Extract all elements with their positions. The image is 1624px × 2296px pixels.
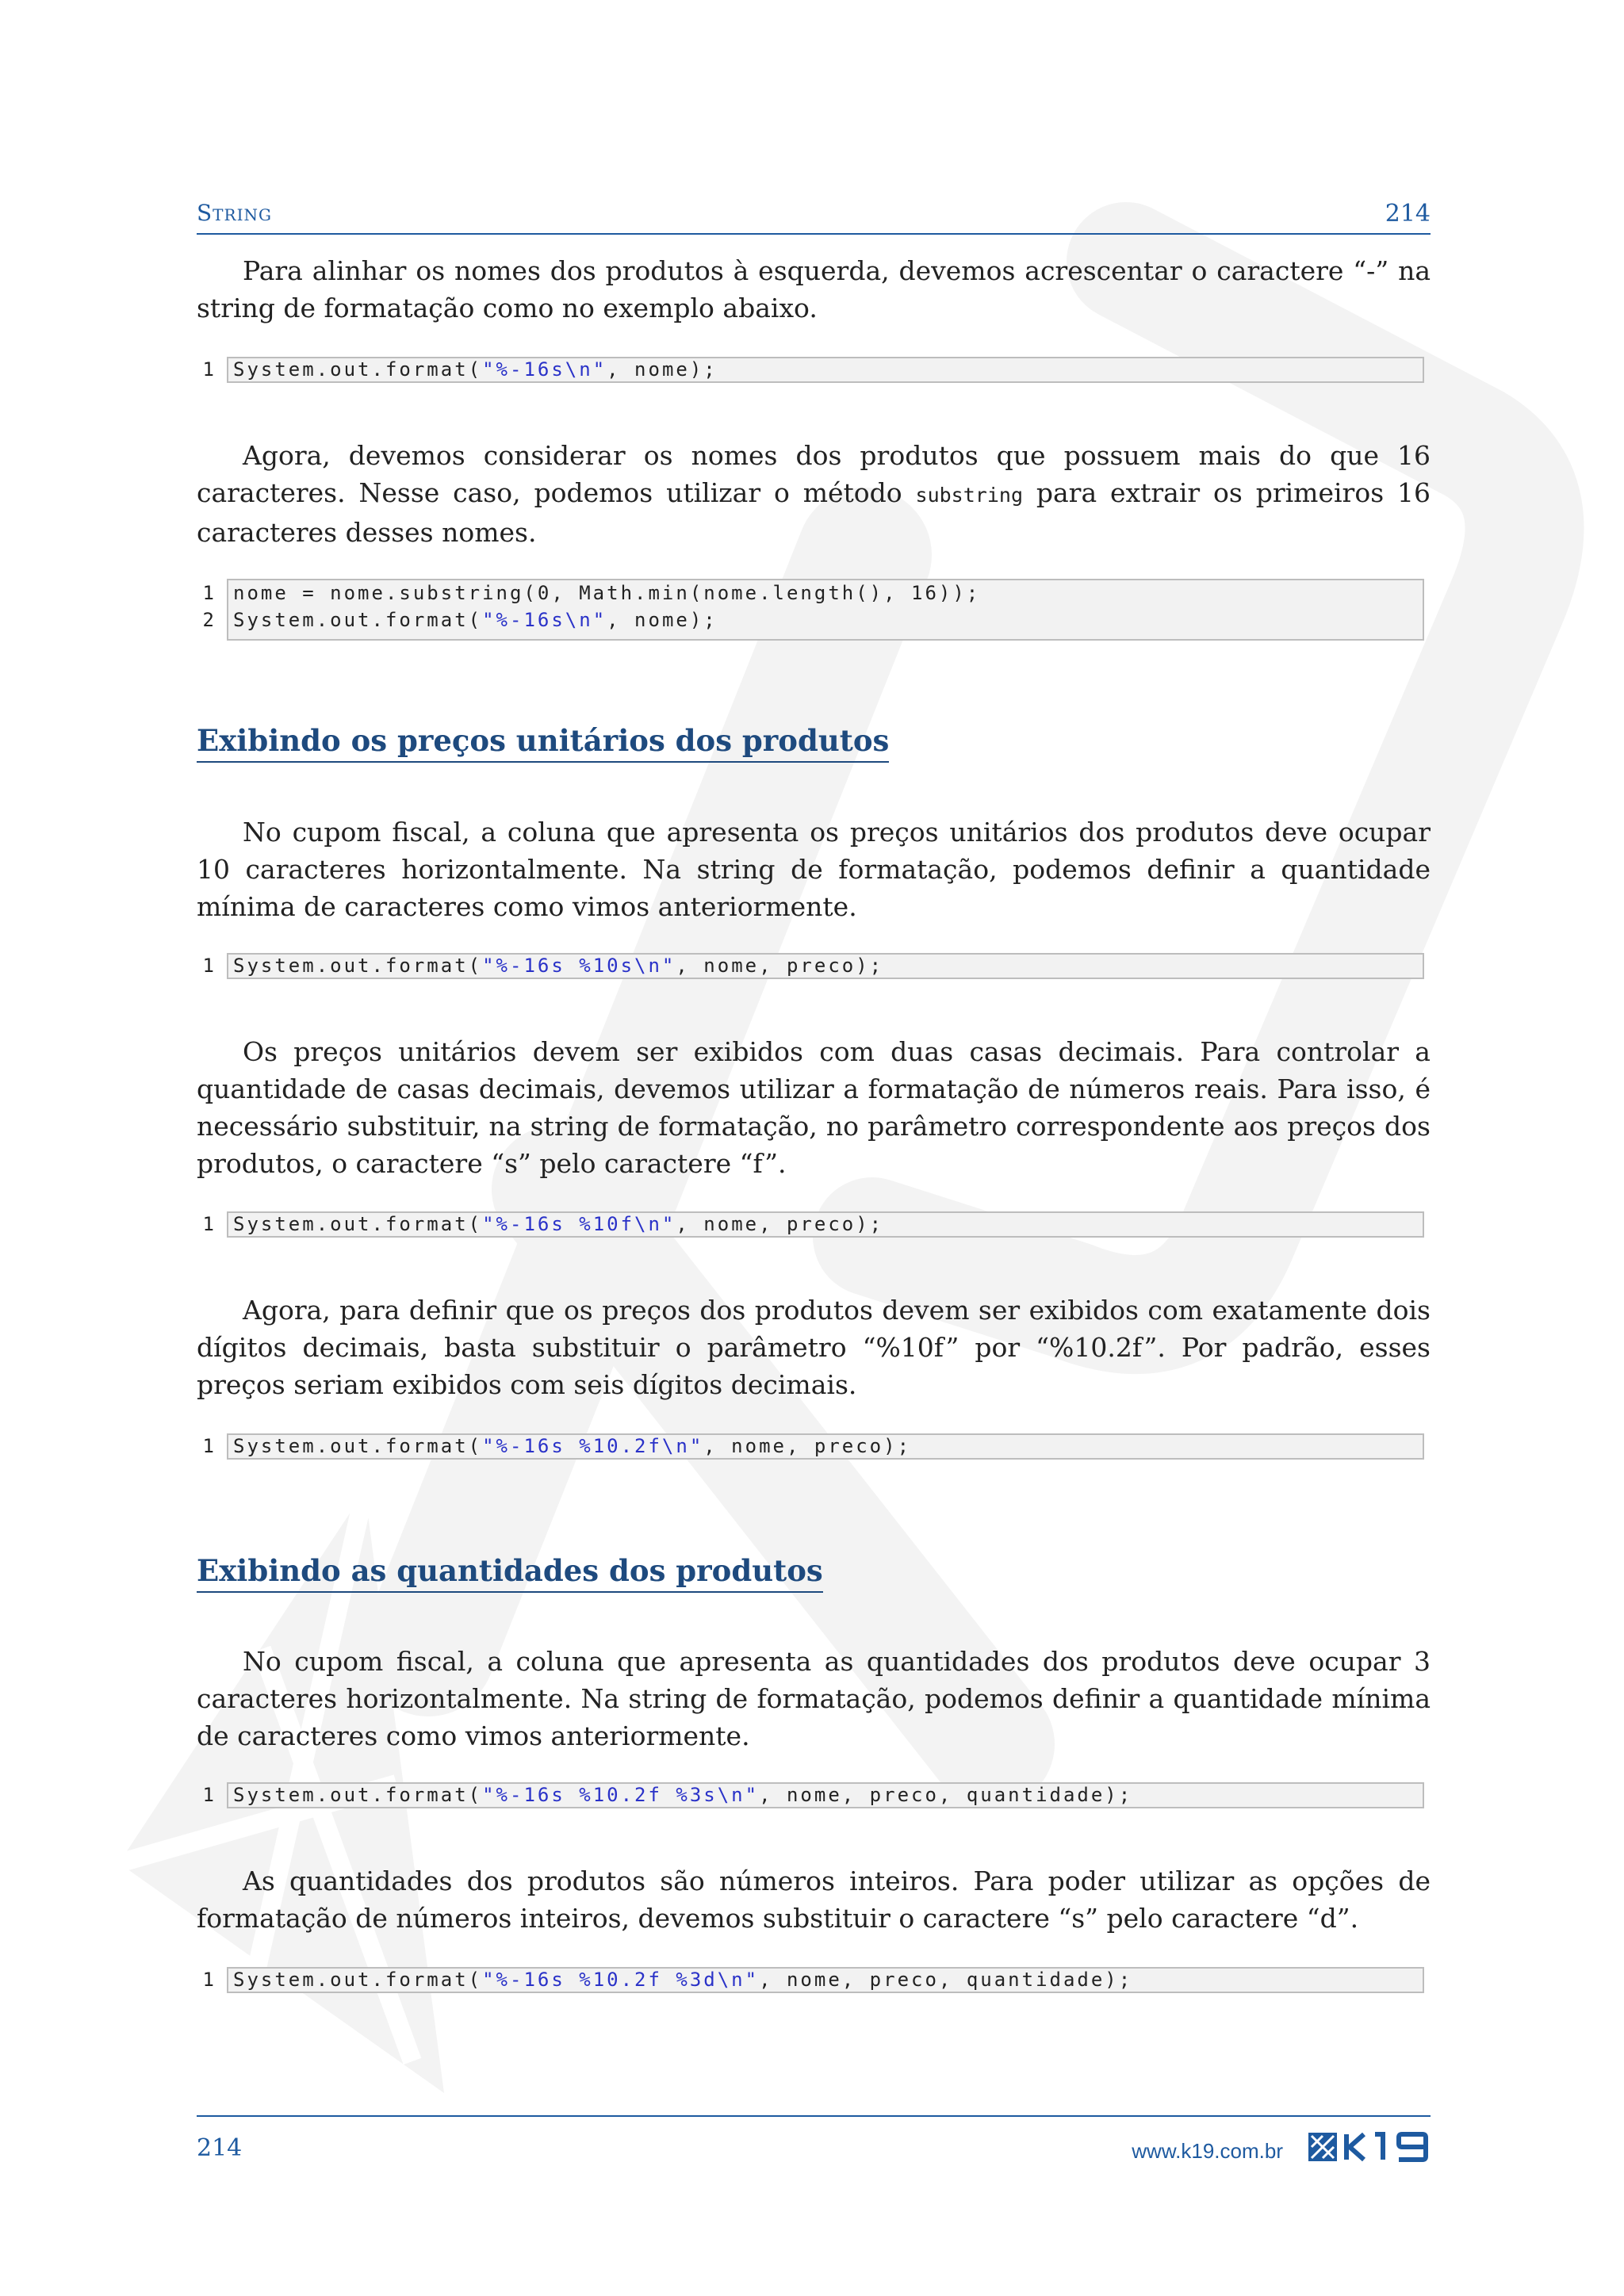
code-line [197, 607, 1431, 633]
code-listing [197, 1211, 1431, 1238]
code-listing [197, 953, 1431, 979]
code-line [197, 1433, 1431, 1460]
code-line [197, 357, 1431, 383]
section-heading: Exibindo os preços unitários dos produtos [197, 723, 889, 763]
paragraph: As quantidades dos produtos são números inteiros. Para poder utilizar as opções de formatação de números inteiros, devemos substituir o caractere “s” pelo caractere “d”. [197, 1866, 1431, 1934]
code-text: System.out.format("%-16s\n", nome); [233, 609, 718, 631]
paragraph: Os preços unitários devem ser exibidos com duas casas decimais. Para controlar a quantidade de casas decimais, devemos utilizar a formatação de números reais. Para isso, é necessário substituir, na string de formatação, no parâmetro correspondente aos preços dos produtos, o caractere “s” pelo caractere “f”. [197, 1036, 1431, 1179]
paragraph: No cupom fiscal, a coluna que apresenta os preços unitários dos produtos deve ocupar 10 caracteres horizontalmente. Na string de formatação, podemos definir a quantidade mínima de caracteres como vimos anteriormente. [197, 817, 1431, 922]
page-footer [197, 2115, 1431, 2180]
code-line [197, 1967, 1431, 1993]
code-line [197, 1782, 1431, 1808]
k19-logo [1307, 2130, 1431, 2164]
code-line [197, 580, 1431, 607]
line-number: 1 [202, 955, 214, 977]
line-number: 1 [202, 582, 214, 604]
code-listing [197, 1782, 1431, 1808]
code-text: System.out.format("%-16s %10.2f %3d\n", nome, preco, quantidade); [233, 1969, 1133, 1991]
code-listing [197, 1967, 1431, 1993]
code-text: nome = nome.substring(0, Math.min(nome.length(), 16)); [233, 582, 981, 604]
section-heading: Exibindo as quantidades dos produtos [197, 1553, 823, 1593]
code-text: System.out.format("%-16s %10.2f\n", nome, preco); [233, 1435, 912, 1457]
code-line [197, 1211, 1431, 1238]
running-header [197, 198, 1431, 235]
code-line [197, 953, 1431, 979]
code-listing [197, 357, 1431, 383]
line-number: 1 [202, 358, 214, 381]
paragraph: Agora, devemos considerar os nomes dos produtos que possuem mais do que 16 caracteres. Nesse caso, podemos utilizar o método substring para extrair os primeiros 16 caracteres desses nomes. [197, 440, 1431, 548]
line-number: 1 [202, 1784, 214, 1806]
code-text: System.out.format("%-16s %10f\n", nome, preco); [233, 1213, 884, 1235]
line-number: 1 [202, 1969, 214, 1991]
inline-code: substring [915, 484, 1023, 507]
code-text: System.out.format("%-16s\n", nome); [233, 358, 718, 381]
code-text: System.out.format("%-16s %10.2f %3s\n", nome, preco, quantidade); [233, 1784, 1133, 1806]
header-page-number: 214 [1385, 200, 1431, 228]
paragraph: Para alinhar os nomes dos produtos à esquerda, devemos acrescentar o caractere “-” na string de formatação como no exemplo abaixo. [197, 255, 1431, 323]
line-number: 1 [202, 1213, 214, 1235]
paragraph: Agora, para definir que os preços dos produtos devem ser exibidos com exatamente dois dígitos decimais, basta substituir o parâmetro “%10f” por “%10.2f”. Por padrão, esses preços seriam exibidos com seis dígitos decimais. [197, 1295, 1431, 1400]
paragraph: No cupom fiscal, a coluna que apresenta as quantidades dos produtos deve ocupar 3 caracteres horizontalmente. Na string de formatação, podemos definir a quantidade mínima de caracteres como vimos anteriormente. [197, 1646, 1431, 1751]
line-number: 2 [202, 609, 214, 631]
code-listing [197, 1433, 1431, 1460]
footer-page-number: 214 [197, 2134, 243, 2162]
footer-url[interactable]: www.k19.com.br [1132, 2139, 1283, 2163]
code-text: System.out.format("%-16s %10s\n", nome, preco); [233, 955, 884, 977]
line-number: 1 [202, 1435, 214, 1457]
header-chapter-title: String [197, 200, 272, 226]
